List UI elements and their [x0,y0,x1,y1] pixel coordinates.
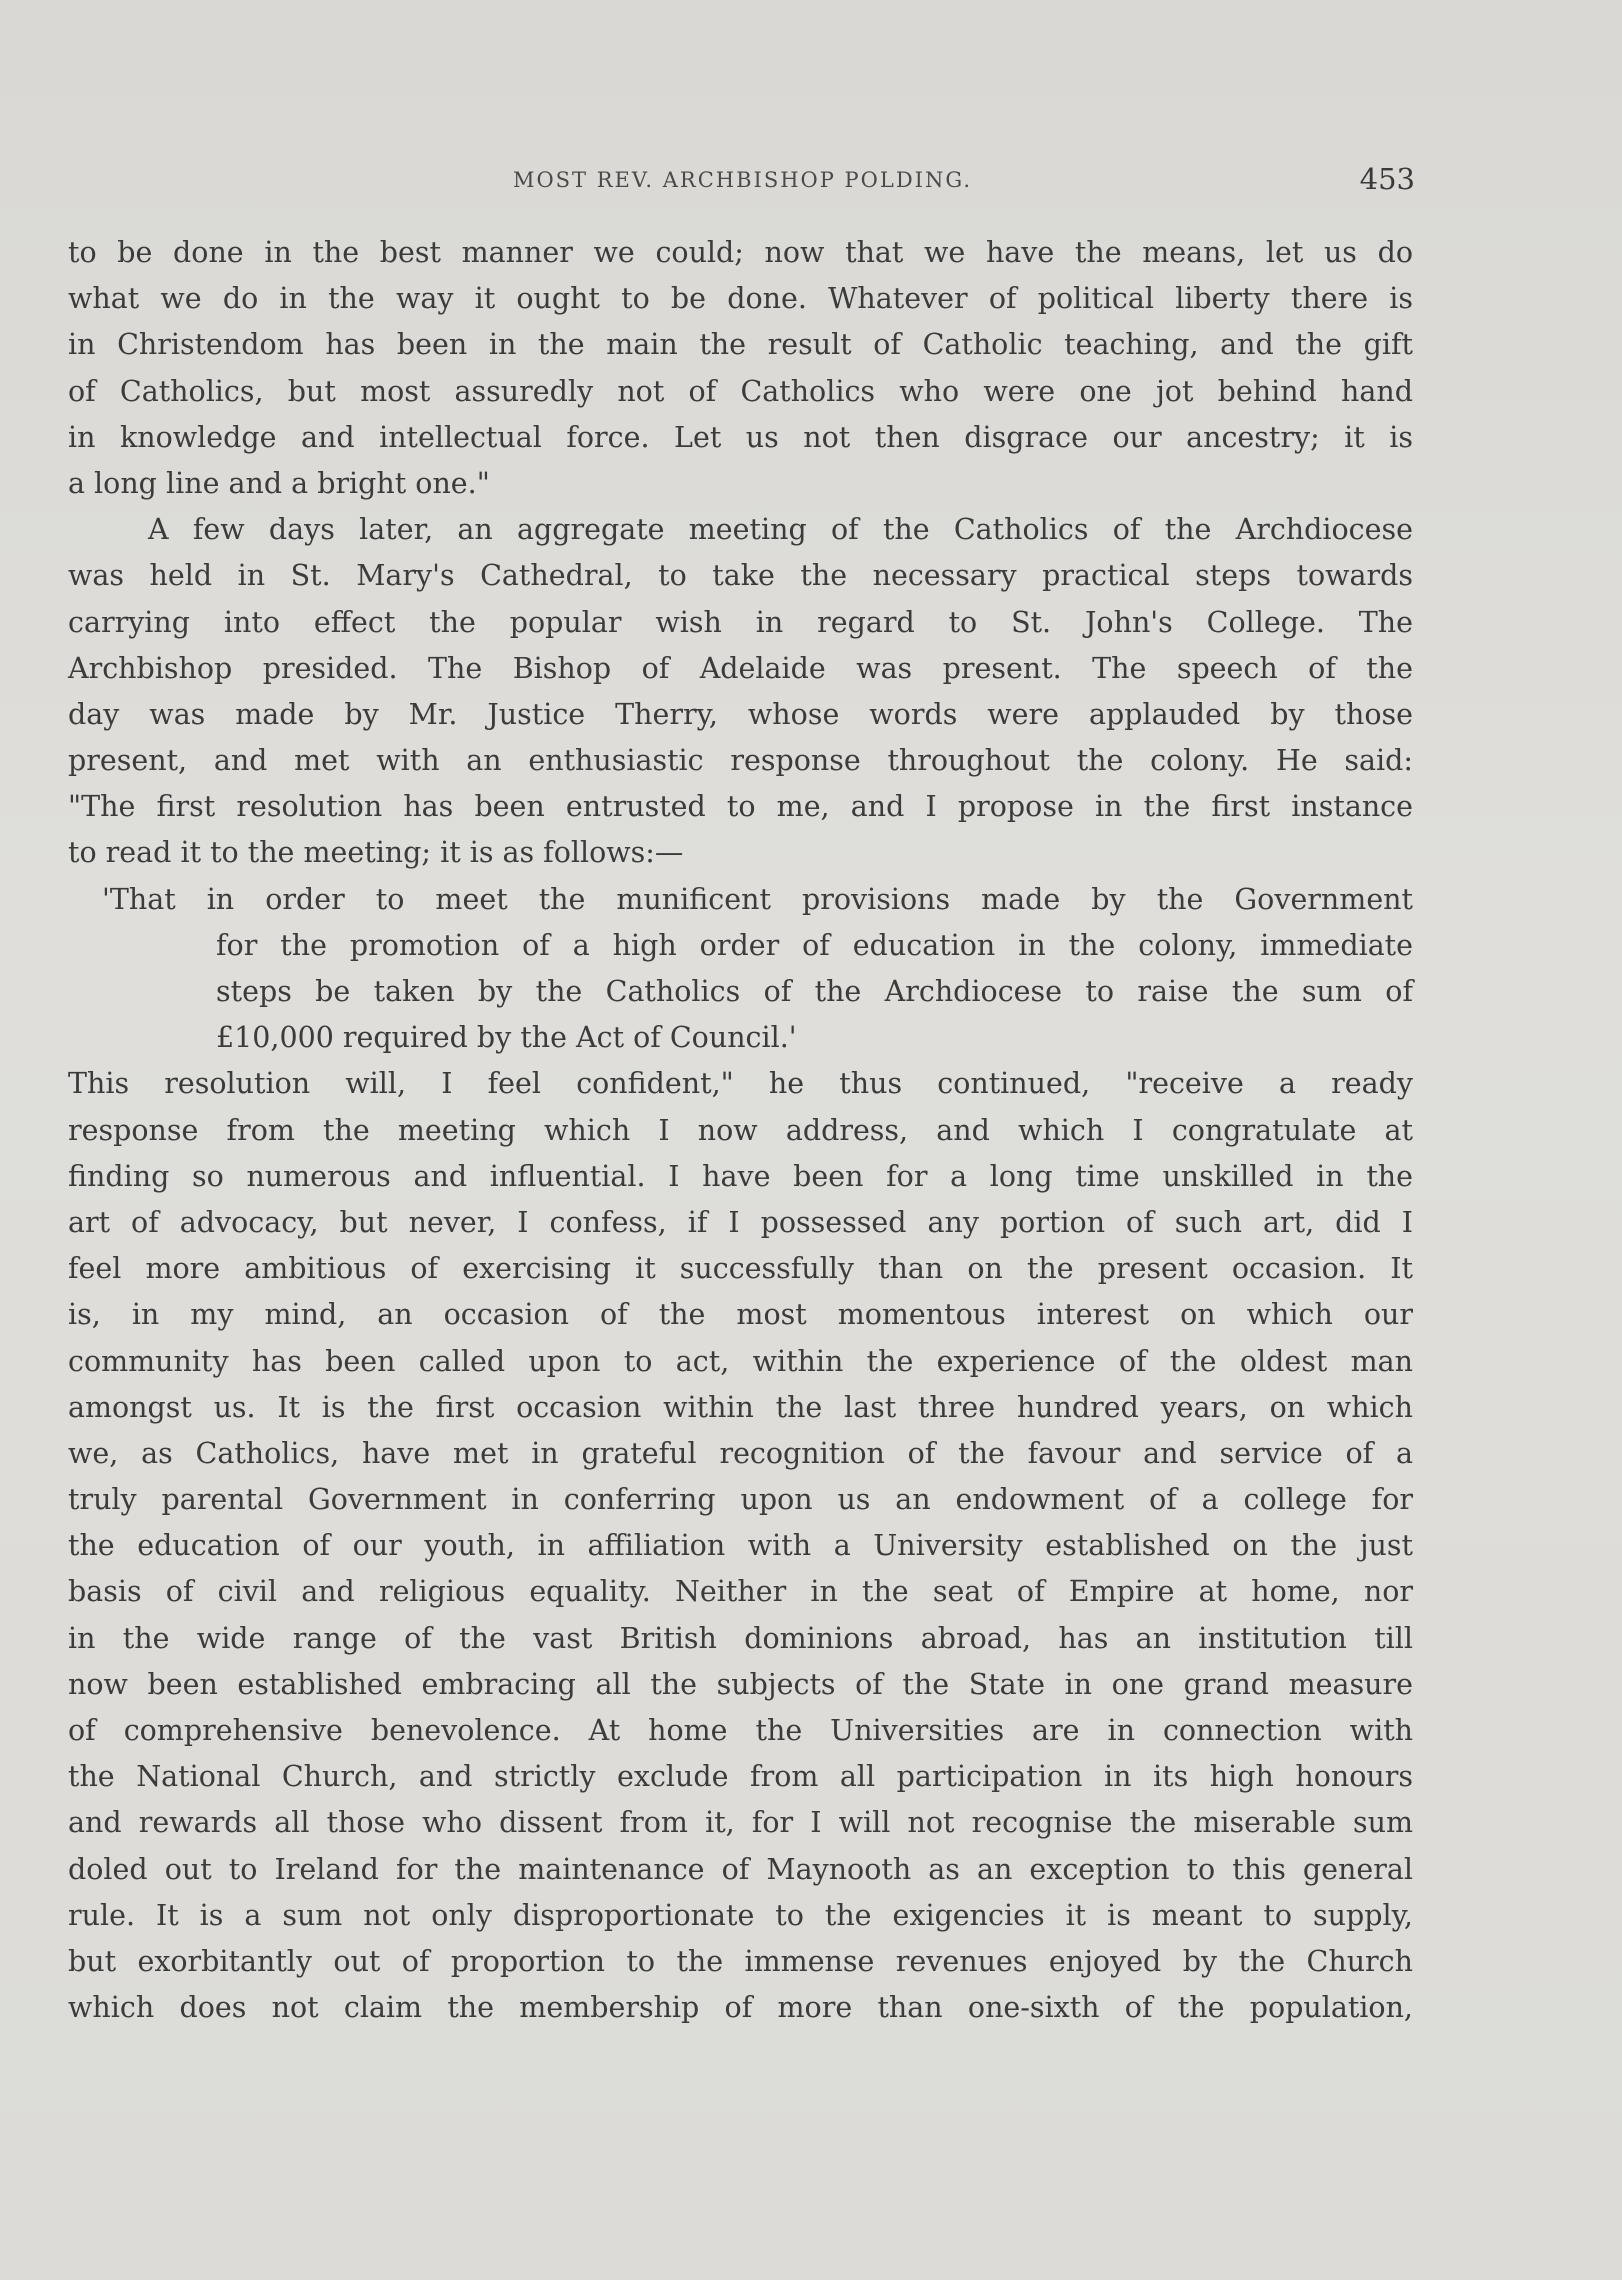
text-line: "The first resolution has been entrusted to me, and I propose in the first instance [68,790,1413,824]
text-line: response from the meeting which I now address, and which I congratulate at [68,1113,1413,1147]
text-line: was held in St. Mary's Cathedral, to take the necessary practical steps towards [68,559,1413,593]
text-line: which does not claim the membership of more than one-sixth of the population, [68,1991,1413,2025]
text-line: to read it to the meeting; it is as follows:— [68,836,684,870]
text-line: in knowledge and intellectual force. Let us not then disgrace our ancestry; it is [68,420,1413,454]
page-number: 453 [1359,162,1415,196]
text-line: doled out to Ireland for the maintenance of Maynooth as an exception to this general [68,1852,1413,1886]
text-line: the education of our youth, in affiliation with a University established on the just [68,1529,1413,1563]
text-line: rule. It is a sum not only disproportionate to the exigencies it is meant to supply, [68,1898,1413,1932]
text-line: This resolution will, I feel confident," he thus continued, "receive a ready [68,1067,1413,1101]
text-line: finding so numerous and influential. I have been for a long time unskilled in the [68,1159,1413,1193]
running-head [70,162,1415,202]
text-line: for the promotion of a high order of education in the colony, immediate [216,928,1413,962]
text-line: steps be taken by the Catholics of the Archdiocese to raise the sum of [216,975,1413,1008]
text-line: feel more ambitious of exercising it successfully than on the present occasion. It [68,1252,1413,1286]
running-title: MOST REV. ARCHBISHOP POLDING. [512,168,973,192]
text-line: and rewards all those who dissent from it, for I will not recognise the miserable sum [68,1806,1413,1840]
text-line: of comprehensive benevolence. At home the Universities are in connection with [68,1714,1413,1747]
text-line: day was made by Mr. Justice Therry, whose words were applauded by those [68,697,1413,731]
text-line: now been established embracing all the subjects of the State in one grand measure [68,1667,1413,1701]
text-line: to be done in the best manner we could; now that we have the means, let us do [68,236,1413,269]
text-line: amongst us. It is the first occasion within the last three hundred years, on which [68,1390,1413,1424]
text-line: of Catholics, but most assuredly not of Catholics who were one jot behind hand [68,374,1413,408]
text-line: carrying into effect the popular wish in regard to St. John's College. The [68,605,1413,639]
text-line: £10,000 required by the Act of Council.' [216,1021,797,1055]
text-line: A few days later, an aggregate meeting of the Catholics of the Archdiocese [148,513,1413,547]
text-line: in the wide range of the vast British dominions abroad, has an institution till [68,1621,1413,1655]
text-line: we, as Catholics, have met in grateful recognition of the favour and service of a [68,1436,1413,1470]
text-line: basis of civil and religious equality. Neither in the seat of Empire at home, nor [68,1575,1413,1609]
text-line: Archbishop presided. The Bishop of Adelaide was present. The speech of the [68,651,1413,685]
text-line: the National Church, and strictly exclude from all participation in its high honours [68,1760,1413,1794]
text-line: is, in my mind, an occasion of the most momentous interest on which our [68,1298,1413,1332]
text-line: but exorbitantly out of proportion to the immense revenues enjoyed by the Church [68,1944,1413,1978]
text-line: community has been called upon to act, within the experience of the oldest man [68,1344,1413,1378]
text-line: a long line and a bright one." [68,466,490,500]
text-line: what we do in the way it ought to be done. Whatever of political liberty there is [68,282,1413,316]
text-line: present, and met with an enthusiastic response throughout the colony. He said: [68,744,1413,778]
body-text [68,230,1413,2031]
text-line: art of advocacy, but never, I confess, if I possessed any portion of such art, did I [68,1205,1413,1239]
text-line: in Christendom has been in the main the result of Catholic teaching, and the gift [68,328,1413,362]
text-line: truly parental Government in conferring upon us an endowment of a college for [68,1483,1413,1517]
text-line: 'That in order to meet the munificent provisions made by the Government [102,882,1413,916]
